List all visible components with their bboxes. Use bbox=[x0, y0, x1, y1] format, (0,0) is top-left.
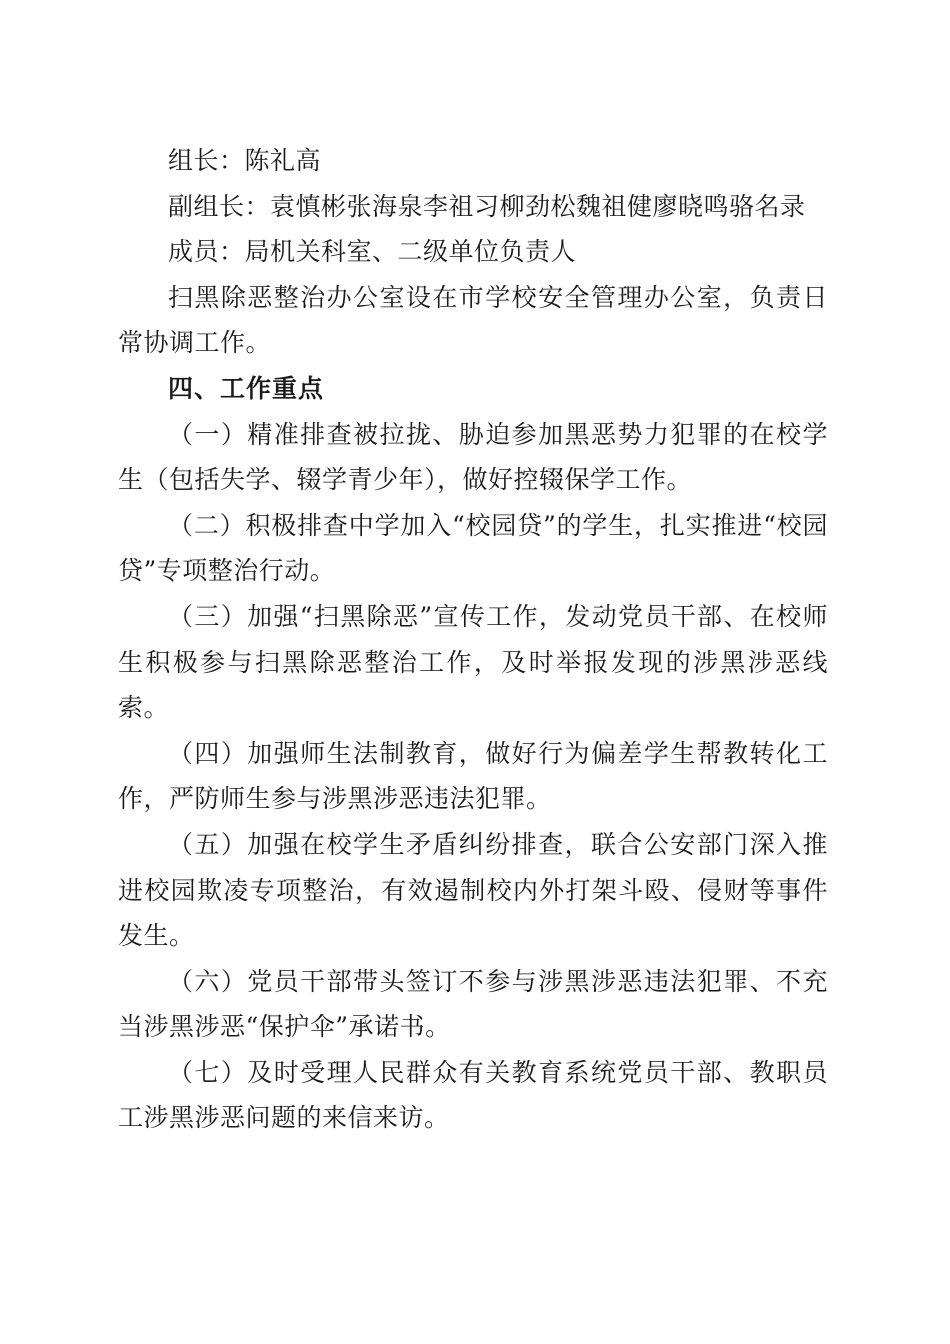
item-paragraph-7: （七）及时受理人民群众有关教育系统党员干部、教职员工涉黑涉恶问题的来信来访。 bbox=[118, 1057, 828, 1133]
item-paragraph-5: （五）加强在校学生矛盾纠纷排查，联合公安部门深入推进校园欺凌专项整治，有效遏制校内外打架斗殴、侵财等事件发生。 bbox=[118, 829, 828, 951]
group-leader-line: 组长：陈礼高 bbox=[168, 146, 322, 175]
item-paragraph-3: （三）加强“扫黑除恶”宣传工作，发动党员干部、在校师生积极参与扫黑除恶整治工作，及时举报发现的涉黑涉恶线索。 bbox=[118, 601, 828, 723]
deputy-leader-line: 副组长：袁慎彬张海泉李祖习柳劲松魏祖健廖晓鸣骆名录 bbox=[168, 191, 806, 221]
item-paragraph-6: （六）党员干部带头签订不参与涉黑涉恶违法犯罪、不充当涉黑涉恶“保护伞”承诺书。 bbox=[118, 966, 828, 1042]
item-paragraph-4: （四）加强师生法制教育，做好行为偏差学生帮教转化工作，严防师生参与涉黑涉恶违法犯罪。 bbox=[118, 738, 828, 814]
document-body bbox=[118, 138, 828, 1141]
item-paragraph-1: （一）精准排查被拉拢、胁迫参加黑恶势力犯罪的在校学生（包括失学、辍学青少年），做好控辍保学工作。 bbox=[118, 419, 828, 495]
section-heading: 四、工作重点 bbox=[168, 373, 325, 403]
item-paragraph-2: （二）积极排查中学加入“校园贷”的学生，扎实推进“校园贷”专项整治行动。 bbox=[118, 510, 828, 586]
members-line: 成员：局机关科室、二级单位负责人 bbox=[168, 237, 577, 267]
office-paragraph: 扫黑除恶整治办公室设在市学校安全管理办公室，负责日常协调工作。 bbox=[118, 282, 828, 358]
